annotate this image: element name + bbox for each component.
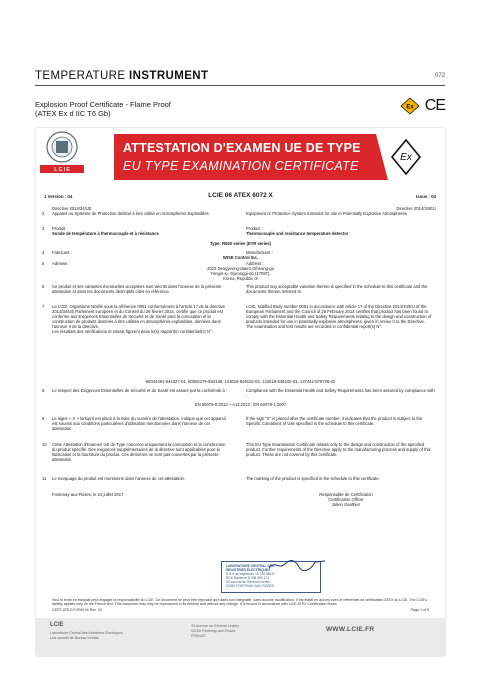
certificate-page-count: Page 1 of 5 xyxy=(410,607,429,612)
signer-title-en: Certification Officer xyxy=(328,497,364,502)
place-and-date: Fontenay-aux-Roses, le 24 juillet 2017 xyxy=(52,492,124,497)
section-11-fr: Le marquage du produit est mentionné dans l'annexe de cet attestation. xyxy=(52,476,186,481)
section-number: 9 xyxy=(42,416,45,421)
footer-address-line-3: FRANCE xyxy=(191,634,206,638)
form-reference: CERT-ATEX-FORM 04 Rev. 03 xyxy=(52,607,102,612)
address-line-3: Korea, Republic of xyxy=(223,276,258,281)
directive-en-text: Equipment or Protective System Intended for use in Potentially Explosive Atmospheres xyxy=(246,211,407,216)
product-en-label: Product : xyxy=(246,226,263,231)
stamp-line-3: S.A.S au capital de 15 745 984 € xyxy=(226,572,275,576)
section-number: 6 xyxy=(42,284,45,289)
certificate-number: LCIE 06 ATEX 6072 X xyxy=(208,192,273,199)
document-subtitle xyxy=(35,100,171,118)
product-type: Type: R940 series (ETR series) xyxy=(210,241,271,246)
page-header xyxy=(35,70,208,82)
section-10-fr: Cette Attestation d'Examen UE de Type concerne uniquement la conception et la construction du produit spécifié. Des exigences supplémentaires de la directive sont applicables pour la fabrication et la fourniture du produit. Ces dernières ne sont pas couvertes par la présente attestation. xyxy=(52,442,226,462)
certificate-page xyxy=(36,128,445,656)
banner-title-en: EU TYPE EXAMINATION CERTIFICATE xyxy=(123,159,359,173)
footer-org-parent: Une société de Bureau Veritas xyxy=(50,636,99,640)
address-en-label: Address : xyxy=(246,261,264,266)
report-numbers: 60044351-544327-01, 60052279-553148, 123618-648102-02, 123618-648102-01, 137442-676736-02 xyxy=(145,379,336,384)
product-fr-label: Produit : xyxy=(52,226,68,231)
address-line-2: Yongin-si, Gyeonggi-do (17097), xyxy=(210,271,271,276)
section-6-fr: Ce produit et ses variantes éventuelles acceptées sont décrits dans l'annexe de la présente attestation et dans les documents descriptifs cités en référence. xyxy=(52,284,222,294)
header-title-bold: INSTRUMENT xyxy=(129,70,209,82)
directive-fr-title: Directive 2014/34/UE xyxy=(52,206,92,211)
company-stamp xyxy=(221,561,321,593)
section-number: 7 xyxy=(42,304,45,309)
section-11-en: The marking of the product is specified in the schedule to this certificate. xyxy=(246,476,380,481)
certificate-footer-bar xyxy=(36,618,445,656)
signer-name: Julien Gauthier xyxy=(331,502,361,507)
footer-org-name: Laboratoire Central des Industries Electriques xyxy=(50,631,123,635)
atex-ex-mark-icon xyxy=(400,97,420,115)
certificate-banner xyxy=(36,128,445,186)
footer-address-line-2: 92260 Fontenay-aux-Roses xyxy=(191,629,236,633)
product-en-value: Thermocouple and resistance temperature detector xyxy=(246,231,349,236)
footer-lcie-logo: LCIE xyxy=(50,622,64,628)
banner-title-fr: ATTESTATION D'EXAMEN UE DE TYPE xyxy=(123,141,361,155)
banner-background xyxy=(36,128,445,186)
ex-mark-text: Ex xyxy=(406,104,414,111)
seal-text: L C I E xyxy=(54,167,70,173)
section-9-fr: Le signe « X » lorsqu'il est placé à la suite du numéro de l'attestation, indique que cet appareil est soumis aux conditions particulières d'utilisation mentionnées dans l'annexe de cet attestation. xyxy=(52,416,226,431)
subtitle-line-1: Explosion Proof Certificate - Flame Proof xyxy=(35,100,171,109)
bureau-veritas-seal-icon xyxy=(36,128,96,174)
section-number: 10 xyxy=(42,442,47,447)
certificate-footnote xyxy=(36,598,445,612)
manufacturer-en-label: Manufacturer : xyxy=(246,250,273,255)
section-7-en-reports: The examination and test results are recorded in confidential report(s) N°: xyxy=(246,324,383,329)
certificate-version: 1 Version : 04 xyxy=(44,194,73,199)
section-number: 2 xyxy=(42,211,45,216)
stamp-line-6: 92260 FONTENAY-AUX-ROSES xyxy=(226,584,275,588)
directive-en-title: Directive 2014/34/EU xyxy=(396,206,436,211)
section-number: 3 xyxy=(42,226,45,231)
section-7-fr-reports: Les résultats des vérifications et essais figurent dans le(s) rapport(s) confidentiel(s) N°: xyxy=(52,329,213,334)
directive-fr-text: Appareil ou Système de Protection destiné à être utilisé en Atmosphères Explosibles xyxy=(52,211,209,216)
manufacturer-fr-label: Fabricant : xyxy=(52,250,72,255)
standards-list: EN 60079-0:2012 + A11:2013 ; EN 60079-1:2007 xyxy=(194,402,287,407)
section-8-en: Compliance with the Essential Health and Safety Requirements has been assured by compliance with : xyxy=(246,388,435,398)
handwritten-signature xyxy=(267,558,327,572)
header-rule xyxy=(35,85,445,86)
header-title-light: TEMPERATURE xyxy=(35,70,130,82)
section-10-en: This EU Type Examination Certificate relates only to the design and construction of the specified product. Further requirements of the Directive apply to the manufacturing process and supply of this product. These are not covered by this certificate. xyxy=(246,442,431,457)
stamp-line-1: LABORATOIRE CENTRAL DES xyxy=(226,564,275,568)
signer-title-fr: Responsable de Certification xyxy=(319,492,373,497)
stamp-line-4: RCS Nanterre B 408 363 174 xyxy=(226,576,270,580)
address-line-1: 2022 Deogyeong-daero,Giheung-gu xyxy=(206,266,275,271)
section-6-en: This product any acceptable variation thereto is specified in the schedule to this certificate and the documents therein referred to. xyxy=(246,284,428,294)
address-fr-label: Adresse : xyxy=(52,261,70,266)
section-number: 8 xyxy=(42,388,45,393)
section-number: 4 xyxy=(42,250,45,255)
stamp-line-5: 33 avenue du Général Leclerc xyxy=(226,580,271,584)
svg-text:Ex: Ex xyxy=(400,152,412,163)
section-7-fr: Le LCIE, Organisme Notifié sous la référence 0081 conformément à l'article 17 de la directive 2014/34/UE Parlement européen et du Conseil du 26 février 2014, certifie que ce produit est conforme aux Exigences Essentielles de Sécurité et de Santé pour la conception et la construction de produits destinés à être utilisés en atmosphères explosibles, données dans l'annexe II de la directive. xyxy=(52,304,226,329)
page-number: 072 xyxy=(434,73,445,79)
certification-marks xyxy=(400,97,445,115)
section-9-en: If the sign "X" is placed after the certificate number, it indicates that the product is subject to the Specific Conditions of Use specified in the schedule to this certificate. xyxy=(246,416,423,426)
section-7-en: LCIE, Notified Body number 0081 in accordance with article 17 of the Directive 2014/34/EU of the European Parliament and the Council of 26 February 2014 certifies that product has been found to comply with the Essential Health and Safety Requirements relating to the design and construction of products intended for use in potentially explosive atmospheres, given in Annex II to the Directive. xyxy=(246,304,432,324)
subtitle-line-2: (ATEX Ex d IIC T6 Gb) xyxy=(35,109,111,118)
section-number: 11 xyxy=(42,476,47,481)
ce-mark-icon: CE xyxy=(424,97,445,114)
footnote-text: Seul le texte en français peut engager la responsabilité du LCIE. Ce document ne peut être reproduit que dans son intégralité, sans aucune modification. Il est établi en accord avec le référentiel de certification ATEX du LCIE. The LCIE's liability applies only on the French text. This document may only be reproduced in its entirety and without any change. It is issued in accordance with LCIE ATEX Certification Rules. xyxy=(52,598,427,607)
certificate-issue: Issue : 04 xyxy=(415,194,436,199)
manufacturer-name: WISE Control Inc. xyxy=(222,255,259,260)
stamp-line-2: INDUSTRIES ÉLECTRIQUES xyxy=(226,568,271,572)
footer-website-link[interactable]: WWW.LCIE.FR xyxy=(326,626,375,633)
section-8-fr: Le respect des Exigences Essentielles de Sécurité et de Santé est assuré par la conformité à : xyxy=(52,388,228,393)
product-fr-value: Sonde de température à thermocouple et à résistance xyxy=(52,231,159,236)
section-number: 5 xyxy=(42,261,45,266)
footer-address-line-1: 33 Avenue du Général Leclerc xyxy=(191,624,240,628)
